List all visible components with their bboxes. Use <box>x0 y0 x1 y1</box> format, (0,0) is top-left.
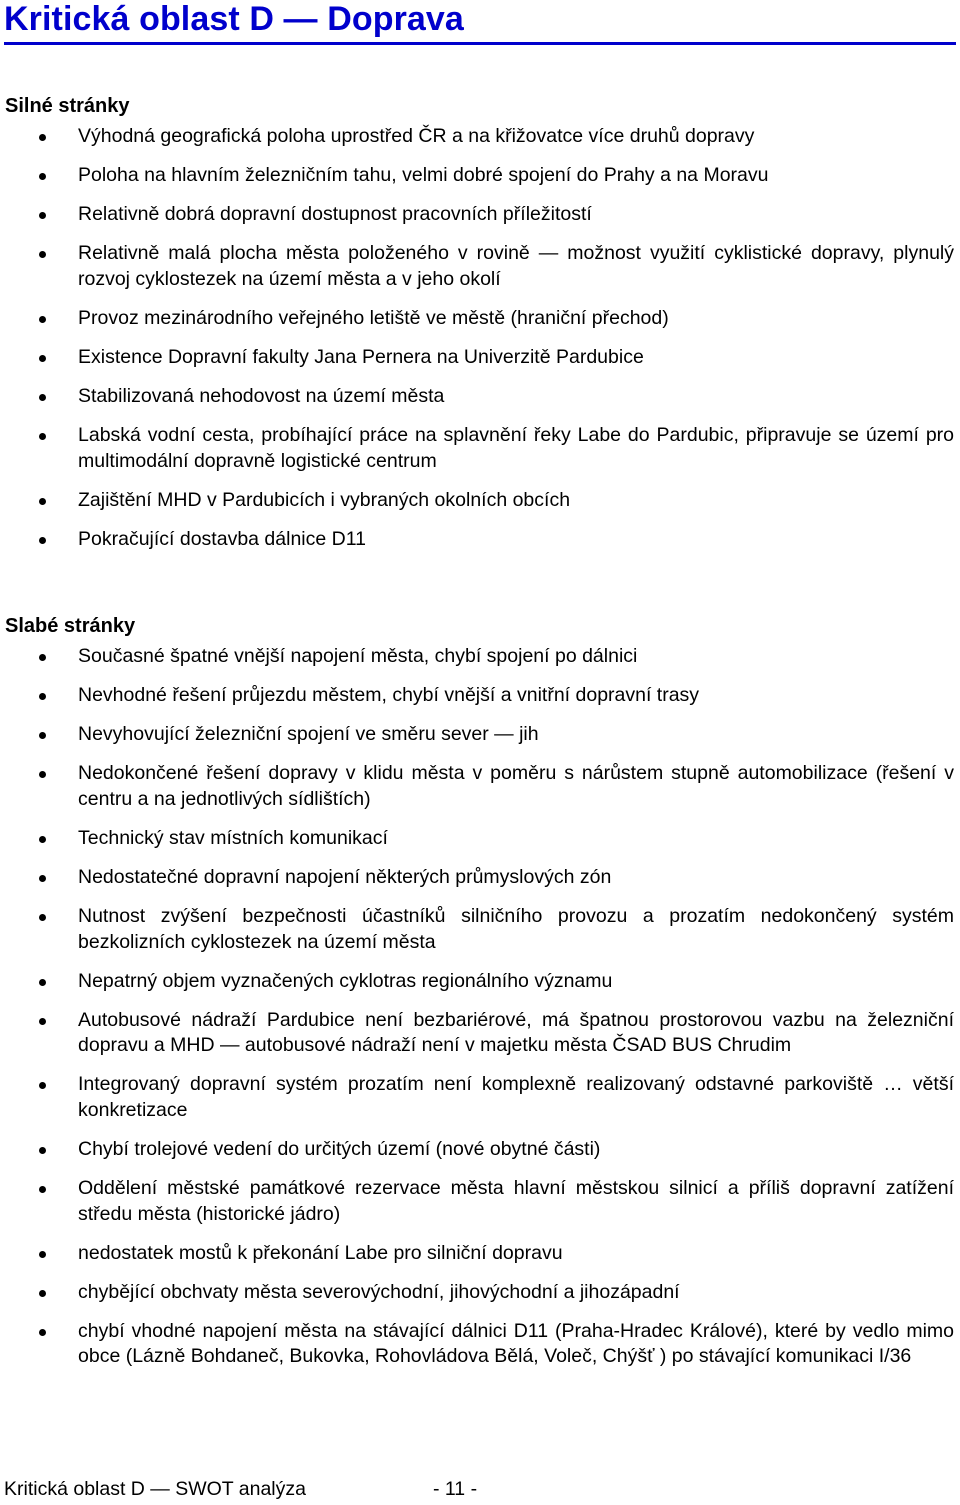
list-item <box>0 527 960 553</box>
list-item-text: chybějící obchvaty města severovýchodní, jihovýchodní a jihozápadní <box>78 1280 680 1303</box>
bullet-icon <box>39 875 46 882</box>
bullet-icon <box>39 394 46 401</box>
bullet-icon <box>39 654 46 661</box>
list-item <box>0 1072 960 1123</box>
bullet-icon <box>39 498 46 505</box>
weaknesses-heading: Slabé stránky <box>5 615 136 637</box>
strengths-list <box>0 124 960 566</box>
list-item <box>0 826 960 852</box>
bullet-icon <box>39 316 46 323</box>
bullet-icon <box>39 1329 46 1336</box>
weaknesses-list <box>0 644 960 1383</box>
bullet-icon <box>39 173 46 180</box>
footer-document-title: Kritická oblast D — SWOT analýza <box>4 1478 306 1500</box>
list-item-text: Oddělení městské památkové rezervace města hlavní městskou silnicí a příliš dopravní zatížení středu města (historické jádro) <box>78 1177 954 1225</box>
list-item <box>0 1319 960 1370</box>
list-item-text: Poloha na hlavním železničním tahu, velmi dobré spojení do Prahy a na Moravu <box>78 164 769 187</box>
list-item-text: Výhodná geografická poloha uprostřed ČR a na křižovatce více druhů dopravy <box>78 125 755 147</box>
list-item <box>0 345 960 371</box>
bullet-icon <box>39 771 46 778</box>
bullet-icon <box>39 693 46 700</box>
list-item-text: Nutnost zvýšení bezpečnosti účastníků silničního provozu a prozatím nedokončený systém bezkolizních cyklostezek na území města <box>78 905 954 953</box>
list-item-text: Pokračující dostavba dálnice D11 <box>78 527 366 550</box>
list-item <box>0 1176 960 1227</box>
bullet-icon <box>39 979 46 986</box>
list-item-text: Relativně malá plocha města položeného v rovině — možnost využití cyklistické dopravy, plynulý rozvoj cyklostezek na území města a v jeho okolí <box>78 242 954 290</box>
list-item-text: Relativně dobrá dopravní dostupnost pracovních příležitostí <box>78 203 592 226</box>
list-item-text: Technický stav místních komunikací <box>78 826 388 849</box>
list-item-text: Chybí trolejové vedení do určitých území (nové obytné části) <box>78 1137 601 1160</box>
list-item <box>0 761 960 812</box>
list-item-text: Současné špatné vnější napojení města, chybí spojení po dálnici <box>78 645 638 667</box>
bullet-icon <box>39 1147 46 1154</box>
list-item-text: nedostatek mostů k překonání Labe pro silniční dopravu <box>78 1241 563 1264</box>
bullet-icon <box>39 836 46 843</box>
bullet-icon <box>39 1082 46 1089</box>
bullet-icon <box>39 537 46 544</box>
list-item <box>0 488 960 514</box>
bullet-icon <box>39 1186 46 1193</box>
list-item-text: Nepatrný objem vyznačených cyklotras regionálního významu <box>78 969 613 992</box>
list-item-text: Nevhodné řešení průjezdu městem, chybí vnější a vnitřní dopravní trasy <box>78 684 700 707</box>
bullet-icon <box>39 433 46 440</box>
list-item <box>0 202 960 228</box>
list-item <box>0 683 960 709</box>
list-item <box>0 163 960 189</box>
list-item <box>0 644 960 670</box>
list-item <box>0 722 960 748</box>
list-item <box>0 1008 960 1059</box>
list-item-text: Nevyhovující železniční spojení ve směru sever — jih <box>78 723 539 746</box>
bullet-icon <box>39 212 46 219</box>
list-item-text: Zajištění MHD v Pardubicích i vybraných okolních obcích <box>78 488 571 511</box>
list-item <box>0 865 960 891</box>
list-item-text: chybí vhodné napojení města na stávající dálnici D11 (Praha-Hradec Králové), které by vedlo mimo obce (Lázně Bohdaneč, Bukovka, Rohovládova Bělá, Voleč, Chýšť ) po stávající komunikaci I/36 <box>78 1319 954 1368</box>
bullet-icon <box>39 1251 46 1258</box>
list-item-text: Integrovaný dopravní systém prozatím není komplexně realizovaný odstavné parkoviště … větší konkretizace <box>78 1073 954 1121</box>
list-item-text: Existence Dopravní fakulty Jana Pernera na Univerzitě Pardubice <box>78 345 644 368</box>
bullet-icon <box>39 1290 46 1297</box>
list-item <box>0 1280 960 1306</box>
bullet-icon <box>39 1018 46 1025</box>
list-item <box>0 423 960 474</box>
list-item-text: Nedostatečné dopravní napojení některých průmyslových zón <box>78 865 612 888</box>
list-item <box>0 384 960 410</box>
footer-page-number: - 11 - <box>433 1478 478 1500</box>
bullet-icon <box>39 251 46 258</box>
list-item <box>0 904 960 955</box>
bullet-icon <box>39 914 46 921</box>
bullet-icon <box>39 732 46 739</box>
strengths-heading: Silné stránky <box>5 95 130 117</box>
page-title: Kritická oblast D — Doprava <box>4 0 464 38</box>
bullet-icon <box>39 355 46 362</box>
list-item <box>0 241 960 292</box>
list-item-text: Nedokončené řešení dopravy v klidu města v poměru s nárůstem stupně automobilizace (řešení v centru a na jednotlivých sídlištích) <box>78 762 954 810</box>
list-item <box>0 1241 960 1267</box>
list-item-text: Stabilizovaná nehodovost na území města <box>78 385 445 408</box>
title-underline <box>4 42 956 45</box>
list-item <box>0 969 960 995</box>
bullet-icon <box>39 134 46 141</box>
list-item-text: Provoz mezinárodního veřejného letiště ve městě (hraniční přechod) <box>78 306 669 329</box>
list-item-text: Labská vodní cesta, probíhající práce na splavnění řeky Labe do Pardubic, připravuje se území pro multimodální dopravně logistické centrum <box>78 424 954 472</box>
list-item <box>0 124 960 150</box>
list-item <box>0 306 960 332</box>
list-item <box>0 1137 960 1163</box>
list-item-text: Autobusové nádraží Pardubice není bezbariérové, má špatnou prostorovou vazbu na železniční dopravu a MHD — autobusové nádraží není v majetku města ČSAD BUS Chrudim <box>78 1008 954 1057</box>
